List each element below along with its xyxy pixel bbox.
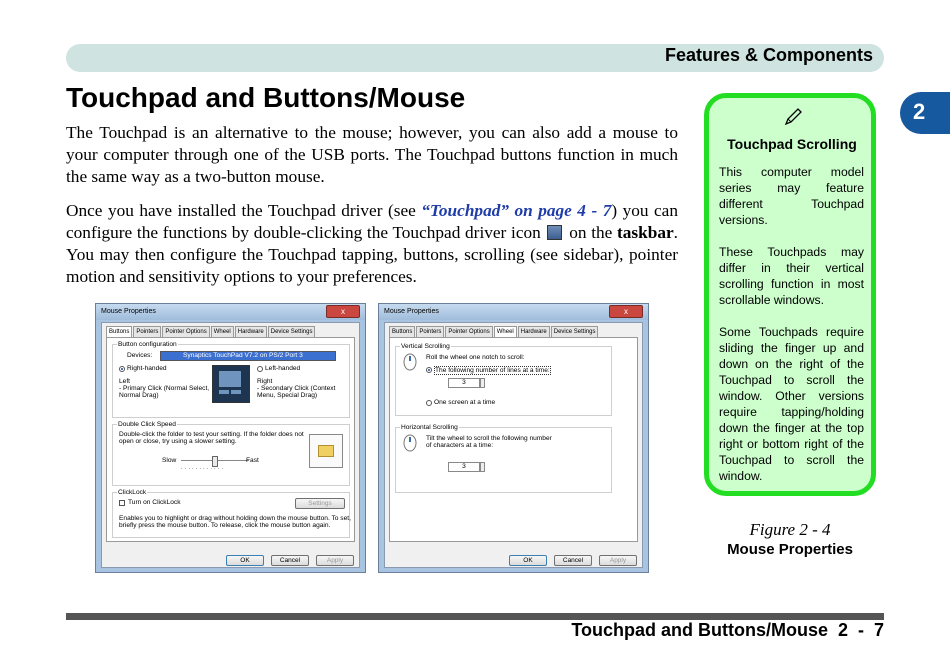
horizontal-scrolling-group (395, 424, 612, 493)
clicklock-label: Turn on ClickLock (128, 499, 181, 506)
right-handed-label: Right-handed (127, 365, 167, 372)
tab-wheel[interactable]: Wheel (494, 326, 517, 338)
tab-buttons[interactable]: Buttons (106, 326, 132, 338)
figure-caption: Mouse Properties (727, 541, 853, 558)
taskbar-term: taskbar (617, 223, 674, 242)
tab-buttons[interactable]: Buttons (389, 326, 415, 337)
tilt-label: of characters at a time: (426, 442, 494, 449)
tab-wheel[interactable]: Wheel (211, 326, 234, 337)
clicklock-settings-button[interactable]: Settings (295, 498, 345, 509)
tab-pointer-options[interactable]: Pointer Options (162, 326, 209, 337)
folder-icon (318, 445, 334, 457)
group-label: Double Click Speed (118, 421, 176, 428)
left-handed-label: Left-handed (265, 365, 301, 372)
tab-pointer-options[interactable]: Pointer Options (445, 326, 492, 337)
cancel-button[interactable]: Cancel (554, 555, 592, 566)
pencil-icon (782, 106, 804, 128)
footer-bar (66, 613, 884, 620)
mouse-tilt-icon (402, 434, 418, 452)
touchpad-driver-icon (547, 225, 562, 240)
double-click-desc: Double-click the folder to test your setting. If the folder does not (119, 431, 304, 438)
title-bar (96, 304, 365, 320)
close-button[interactable]: x (609, 305, 643, 318)
right-handed-radio[interactable] (119, 366, 125, 372)
double-click-speed-group (112, 421, 350, 486)
right-button-label: Right (257, 378, 273, 385)
lines-label: The following number of lines at a time: (435, 367, 550, 374)
devices-label: Devices: (127, 352, 153, 359)
cancel-button[interactable]: Cancel (271, 555, 309, 566)
speed-slider-ticks: ············ (181, 466, 225, 472)
mouse-properties-dialog-wheel (378, 303, 649, 573)
left-button-label: Left (119, 378, 130, 385)
group-label: Vertical Scrolling (401, 343, 450, 350)
tab-hardware[interactable]: Hardware (518, 326, 550, 337)
tab-strip (389, 326, 599, 337)
group-label: Horizontal Scrolling (401, 424, 458, 431)
tab-strip (106, 326, 316, 337)
double-click-desc: open or close, try using a slower setting. (119, 438, 237, 445)
section-title: Features & Components (664, 45, 873, 65)
fast-label: Fast (246, 457, 259, 464)
tab-device-settings[interactable]: Device Settings (268, 326, 316, 337)
right-button-desc: Menu, Special Drag) (257, 392, 318, 399)
sidebar-paragraph: This computer model series may feature different Touchpad versions. (719, 165, 864, 227)
chapter-tab (900, 92, 950, 134)
dialog-title: Mouse Properties (101, 308, 156, 315)
footer-title: Touchpad and Buttons/Mouse 2 - 7 (571, 620, 884, 640)
roll-label: Roll the wheel one notch to scroll: (426, 354, 525, 361)
close-button[interactable]: x (326, 305, 360, 318)
mouse-properties-dialog-buttons (95, 303, 366, 573)
wheel-panel (389, 337, 638, 542)
slow-label: Slow (162, 457, 177, 464)
ok-button[interactable]: OK (509, 555, 547, 566)
one-screen-label: One screen at a time (434, 399, 496, 406)
clicklock-desc: briefly press the mouse button. To release, click the mouse button again. (119, 522, 331, 529)
lines-radio[interactable] (426, 367, 432, 373)
left-button-desc: Normal Drag) (119, 392, 159, 399)
tab-hardware[interactable]: Hardware (235, 326, 267, 337)
one-screen-radio[interactable] (426, 400, 432, 406)
tilt-label: Tilt the wheel to scroll the following number (426, 435, 552, 442)
intro-paragraph: The Touchpad is an alternative to the mouse; however, you can also add a mouse to your computer through one of the USB ports. The Touchpad buttons function in much the same way as a two-button mouse. (66, 123, 678, 186)
sidebar-body (719, 164, 864, 500)
buttons-panel (106, 337, 355, 542)
lines-spinner[interactable] (480, 378, 485, 388)
figure-number: Figure 2 - 4 (749, 520, 831, 539)
group-label: ClickLock (118, 489, 147, 496)
left-handed-radio[interactable] (257, 366, 263, 372)
ok-button[interactable]: OK (226, 555, 264, 566)
driver-text-2: ) you can configure the functions by double-clicking the Touchpad driver icon (66, 201, 678, 242)
chapter-number: 2 (913, 99, 926, 124)
lines-input[interactable]: 3 (448, 378, 480, 388)
driver-text-1: Once you have installed the Touchpad driver (see (66, 201, 422, 220)
button-configuration-group (112, 341, 350, 418)
chars-input[interactable]: 3 (448, 462, 480, 472)
chars-spinner[interactable] (480, 462, 485, 472)
dialog-body (101, 322, 360, 568)
left-button-desc: - Primary Click (Normal Select, (119, 385, 210, 392)
touchpad-image (212, 365, 250, 403)
driver-text-3: on the (564, 223, 618, 242)
sidebar-title: Touchpad Scrolling (727, 136, 857, 152)
right-button-desc: - Secondary Click (Context (257, 385, 336, 392)
apply-button[interactable]: Apply (316, 555, 354, 566)
vertical-scrolling-group (395, 343, 612, 416)
clicklock-desc: Enables you to highlight or drag without holding down the mouse button. To set, (119, 515, 351, 522)
test-folder-box[interactable] (309, 434, 343, 468)
dialog-title: Mouse Properties (384, 308, 439, 315)
tab-device-settings[interactable]: Device Settings (551, 326, 599, 337)
tab-pointers[interactable]: Pointers (133, 326, 161, 337)
clicklock-group (112, 489, 351, 538)
clicklock-checkbox[interactable] (119, 500, 125, 506)
group-label: Button configuration (118, 341, 177, 348)
dialog-body (384, 322, 643, 568)
device-select[interactable]: Synaptics TouchPad V7.2 on PS/2 Port 3 (160, 351, 336, 361)
page-title: Touchpad and Buttons/Mouse (66, 82, 466, 113)
touchpad-reference-link[interactable]: “Touchpad” on page 4 - 7 (421, 201, 612, 220)
sidebar-paragraph: These Touchpads may differ in their vertical scrolling function in most scrollable windows. (719, 245, 864, 307)
sidebar-paragraph: Some Touchpads require sliding the finger up and down on the right of the Touchpad to scroll the window. Other versions require tapping/holding down the finger at the top right or bottom right of the Touchpad to scroll the window. (719, 325, 864, 483)
title-bar (379, 304, 648, 320)
driver-paragraph (66, 200, 678, 288)
tab-pointers[interactable]: Pointers (416, 326, 444, 337)
mouse-wheel-icon (402, 353, 418, 371)
apply-button[interactable]: Apply (599, 555, 637, 566)
driver-text-4: . You may then configure the Touchpad tapping, buttons, scrolling (see sidebar), pointer motion and sensitivity options to your preferences. (66, 223, 678, 286)
